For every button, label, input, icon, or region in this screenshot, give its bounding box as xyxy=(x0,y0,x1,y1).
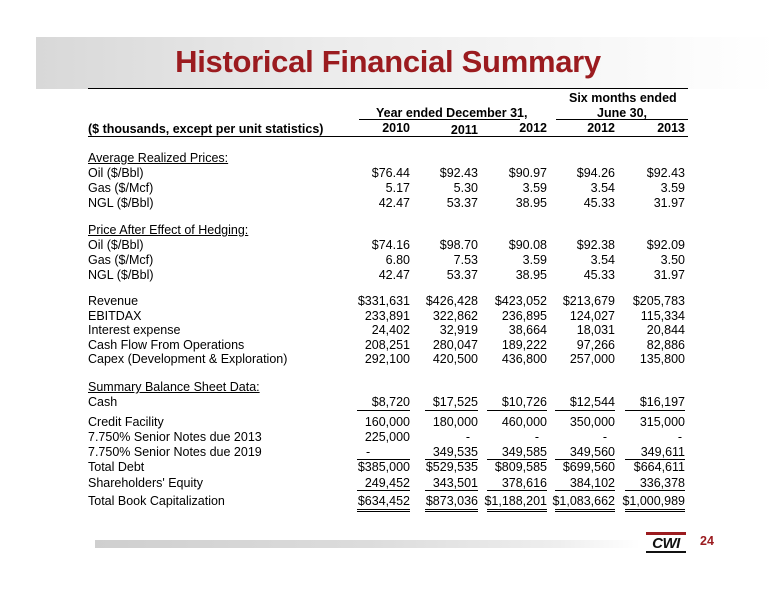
row-label: Total Debt xyxy=(88,460,145,474)
cell-2011: $873,036 xyxy=(425,494,478,508)
cell-2012-six: $1,083,662 xyxy=(552,494,615,508)
header-six-group-rule xyxy=(556,119,688,120)
cell-rule xyxy=(625,490,685,491)
footer-band xyxy=(95,540,640,548)
cell-2012-six: $699,560 xyxy=(562,460,615,474)
column-header-2013: 2013 xyxy=(657,121,685,135)
row-label: Credit Facility xyxy=(88,415,164,429)
section-price-after-hedging: Price After Effect of Hedging: xyxy=(88,223,249,237)
cell-rule xyxy=(487,410,547,411)
section-average-realized-prices: Average Realized Prices: xyxy=(88,151,229,165)
row-label: Shareholders' Equity xyxy=(88,476,203,490)
header-six-months-line1: Six months ended xyxy=(569,91,677,105)
cell-2011: 343,501 xyxy=(432,476,478,490)
cell-2012: 38,664 xyxy=(508,323,547,337)
cell-rule xyxy=(487,511,547,512)
cell-2012: 189,222 xyxy=(501,338,547,352)
cell-2010: 208,251 xyxy=(364,338,410,352)
cell-2011: 420,500 xyxy=(432,352,478,366)
row-label: 7.750% Senior Notes due 2013 xyxy=(88,430,262,444)
cell-2013: $16,197 xyxy=(639,395,685,409)
cell-2013: 31.97 xyxy=(653,196,685,210)
cell-rule xyxy=(555,511,615,512)
column-header-2012-six: 2012 xyxy=(587,121,615,135)
cell-2011: 5.30 xyxy=(453,181,478,195)
cell-rule xyxy=(555,410,615,411)
cell-2012: 460,000 xyxy=(501,415,547,429)
cell-2013: 3.59 xyxy=(660,181,685,195)
cell-2010: $8,720 xyxy=(371,395,410,409)
cell-2012: - xyxy=(534,430,539,444)
cell-2012: 349,585 xyxy=(501,445,547,459)
cell-rule xyxy=(357,511,410,512)
row-label: Gas ($/Mcf) xyxy=(88,181,154,195)
logo-text: CWI xyxy=(652,535,680,552)
cell-2012-six: 45.33 xyxy=(583,268,615,282)
cell-2011: $17,525 xyxy=(432,395,478,409)
cell-2012: $90.08 xyxy=(508,238,547,252)
cell-2012: $10,726 xyxy=(501,395,547,409)
cell-2012-six: 349,560 xyxy=(569,445,615,459)
cell-2012-six: 45.33 xyxy=(583,196,615,210)
cell-rule xyxy=(425,511,478,512)
cell-2012-six: 124,027 xyxy=(569,309,615,323)
cell-2013: $92.09 xyxy=(646,238,685,252)
cell-2010: 225,000 xyxy=(364,430,410,444)
cell-2010: 233,891 xyxy=(364,309,410,323)
cell-2012-six: - xyxy=(602,430,607,444)
cell-2012-six: $213,679 xyxy=(562,294,615,308)
cell-2012-six: 97,266 xyxy=(576,338,615,352)
column-header-2011: 2011 xyxy=(450,123,478,137)
cell-2012-six: $12,544 xyxy=(569,395,615,409)
row-label: EBITDAX xyxy=(88,309,142,323)
cell-2010: 42.47 xyxy=(378,196,410,210)
cell-rule xyxy=(425,410,478,411)
row-label: Total Book Capitalization xyxy=(88,494,225,508)
column-header-2012: 2012 xyxy=(519,121,547,135)
cell-2011: $98.70 xyxy=(439,238,478,252)
cell-rule xyxy=(487,490,547,491)
cell-2012: 38.95 xyxy=(515,196,547,210)
cell-2011: 180,000 xyxy=(432,415,478,429)
cell-rule xyxy=(357,410,410,411)
cell-2010: $74.16 xyxy=(371,238,410,252)
cell-2012-six: 3.54 xyxy=(590,253,615,267)
cell-2013: 20,844 xyxy=(646,323,685,337)
cell-rule xyxy=(487,509,547,510)
cell-2012: 236,895 xyxy=(501,309,547,323)
cell-2010: 249,452 xyxy=(364,476,410,490)
cell-2010: $76.44 xyxy=(371,166,410,180)
cell-2012-six: 350,000 xyxy=(569,415,615,429)
column-header-2010: 2010 xyxy=(382,121,410,135)
cell-2013: 135,800 xyxy=(639,352,685,366)
cell-rule xyxy=(555,490,615,491)
row-label: Capex (Development & Exploration) xyxy=(88,352,288,366)
row-label: Gas ($/Mcf) xyxy=(88,253,154,267)
cell-2012: 3.59 xyxy=(522,253,547,267)
cell-2011: 53.37 xyxy=(446,268,478,282)
row-label: Cash Flow From Operations xyxy=(88,338,245,352)
cell-2012-six: 384,102 xyxy=(569,476,615,490)
cell-2011: 32,919 xyxy=(439,323,478,337)
cell-rule xyxy=(625,511,685,512)
cell-2011: 322,862 xyxy=(432,309,478,323)
cell-2012: 378,616 xyxy=(501,476,547,490)
header-six-months-line2: June 30, xyxy=(597,106,648,120)
cell-2010: $385,000 xyxy=(357,460,410,474)
cell-2011: - xyxy=(465,430,470,444)
page-title: Historical Financial Summary xyxy=(175,44,601,79)
row-label: NGL ($/Bbl) xyxy=(88,196,154,210)
cell-2012-six: 18,031 xyxy=(576,323,615,337)
cell-2013: 31.97 xyxy=(653,268,685,282)
cell-2010: 292,100 xyxy=(364,352,410,366)
row-label: Cash xyxy=(88,395,118,409)
cell-rule xyxy=(425,509,478,510)
cell-2010: 6.80 xyxy=(385,253,410,267)
cell-2012-six: 257,000 xyxy=(569,352,615,366)
cell-2010: 42.47 xyxy=(378,268,410,282)
cell-2010: - xyxy=(366,445,371,459)
cell-rule xyxy=(425,490,478,491)
cell-2012: $423,052 xyxy=(494,294,547,308)
cell-2012-six: 3.54 xyxy=(590,181,615,195)
cell-rule xyxy=(625,410,685,411)
cell-2013: 82,886 xyxy=(646,338,685,352)
cell-2011: 280,047 xyxy=(432,338,478,352)
cell-rule xyxy=(625,509,685,510)
row-label: Revenue xyxy=(88,294,139,308)
cell-2010: 160,000 xyxy=(364,415,410,429)
cell-rule xyxy=(555,509,615,510)
cell-2013: 336,378 xyxy=(639,476,685,490)
cell-2013: 315,000 xyxy=(639,415,685,429)
cell-2010: $634,452 xyxy=(357,494,410,508)
company-logo xyxy=(646,532,686,554)
page-number: 24 xyxy=(700,534,714,548)
cell-2013: $664,611 xyxy=(633,460,685,474)
cell-2013: $205,783 xyxy=(632,294,685,308)
header-year-group-rule xyxy=(359,119,520,120)
cell-2011: $529,535 xyxy=(425,460,478,474)
cell-2012: 38.95 xyxy=(515,268,547,282)
section-balance-sheet: Summary Balance Sheet Data: xyxy=(88,380,260,394)
row-label: Oil ($/Bbl) xyxy=(88,238,144,252)
cell-2011: 7.53 xyxy=(453,253,478,267)
cell-2013: 115,334 xyxy=(640,309,685,323)
header-bottom-rule xyxy=(88,136,688,137)
cell-2013: 3.50 xyxy=(660,253,685,267)
cell-2011: $426,428 xyxy=(425,294,478,308)
cell-2013: - xyxy=(677,430,682,444)
cell-2013: 349,611 xyxy=(640,445,685,459)
cell-2011: 349,535 xyxy=(432,445,478,459)
cell-2012-six: $94.26 xyxy=(576,166,615,180)
header-year-ended: Year ended December 31, xyxy=(376,106,528,120)
cell-2012: 436,800 xyxy=(501,352,547,366)
cell-2013: $92.43 xyxy=(646,166,685,180)
row-label: Oil ($/Bbl) xyxy=(88,166,144,180)
cell-2012: 3.59 xyxy=(522,181,547,195)
cell-2010: 5.17 xyxy=(385,181,410,195)
row-label: Interest expense xyxy=(88,323,181,337)
table-top-rule xyxy=(88,88,688,89)
cell-2012-six: $92.38 xyxy=(576,238,615,252)
row-label: NGL ($/Bbl) xyxy=(88,268,154,282)
cell-2011: 53.37 xyxy=(446,196,478,210)
cell-2012: $1,188,201 xyxy=(484,494,547,508)
cell-2011: $92.43 xyxy=(439,166,478,180)
cell-2010: 24,402 xyxy=(371,323,410,337)
cell-rule xyxy=(357,509,410,510)
cell-2012: $809,585 xyxy=(494,460,547,474)
cell-2013: $1,000,989 xyxy=(622,494,685,508)
cell-2010: $331,631 xyxy=(357,294,410,308)
row-label: 7.750% Senior Notes due 2019 xyxy=(88,445,262,459)
units-label: ($ thousands, except per unit statistics) xyxy=(88,122,324,136)
cell-rule xyxy=(357,490,410,491)
cell-2012: $90.97 xyxy=(508,166,547,180)
